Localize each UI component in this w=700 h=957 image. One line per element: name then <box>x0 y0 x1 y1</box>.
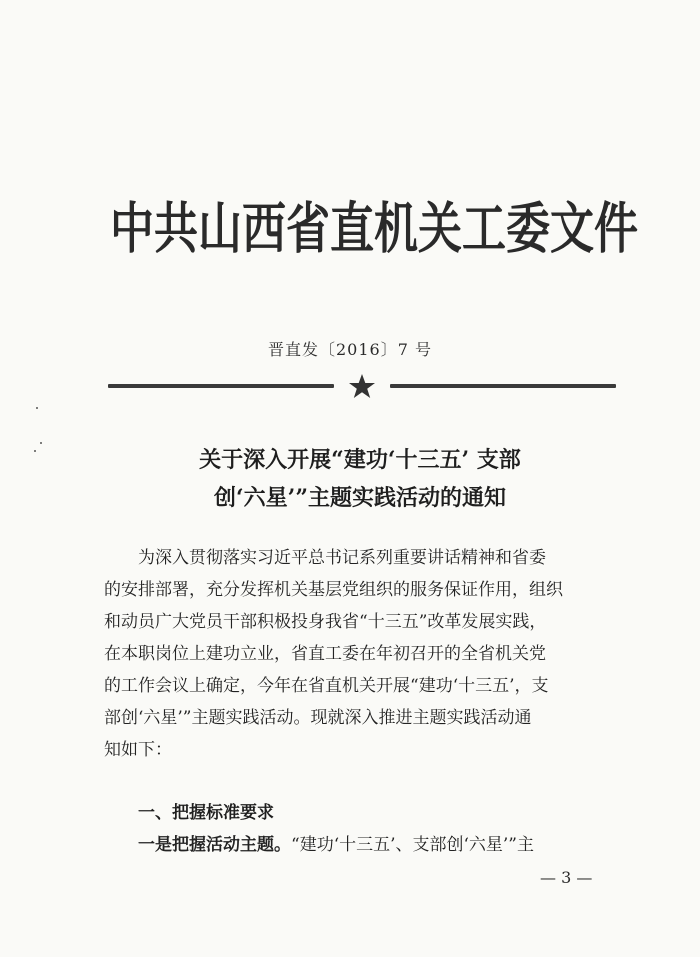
body-line: 的安排部署，充分发挥机关基层党组织的服务保证作用，组织 <box>104 580 563 600</box>
body-paragraph <box>104 542 614 766</box>
star-icon <box>348 373 376 399</box>
page-number: — 3 — <box>540 868 593 887</box>
document-number: 晋直发〔2016〕7 号 <box>268 340 432 359</box>
scan-speck <box>40 442 42 444</box>
body-line-continued <box>138 830 534 855</box>
body-line: 和动员广大党员干部积极投身我省“十三五”改革发展实践， <box>104 612 547 632</box>
scan-speck <box>34 450 36 452</box>
red-header-divider <box>108 373 616 403</box>
point-text: “建功‘十三五’、支部创‘六星’”主 <box>291 835 534 855</box>
point-label: 一是把握活动主题。 <box>138 835 291 855</box>
divider-line-right <box>390 384 616 388</box>
body-line: 为深入贯彻落实习近平总书记系列重要讲话精神和省委 <box>138 548 546 568</box>
document-masthead: 中共山西省直机关工委文件 <box>110 197 638 262</box>
body-line: 的工作会议上确定，今年在省直机关开展“建功‘十三五’，支 <box>104 676 549 696</box>
body-line: 在本职岗位上建功立业，省直工委在年初召开的全省机关党 <box>104 644 546 664</box>
section-heading: 一、把握标准要求 <box>138 803 274 823</box>
notice-title-line-1: 关于深入开展“建功‘十三五’ 支部 <box>199 447 521 473</box>
divider-line-left <box>108 384 334 388</box>
scan-speck <box>36 407 38 409</box>
notice-title-line-2: 创‘六星’”主题实践活动的通知 <box>214 485 506 511</box>
body-line: 部创‘六星’”主题实践活动。现就深入推进主题实践活动通 <box>104 708 532 728</box>
body-line: 知如下： <box>104 740 172 760</box>
